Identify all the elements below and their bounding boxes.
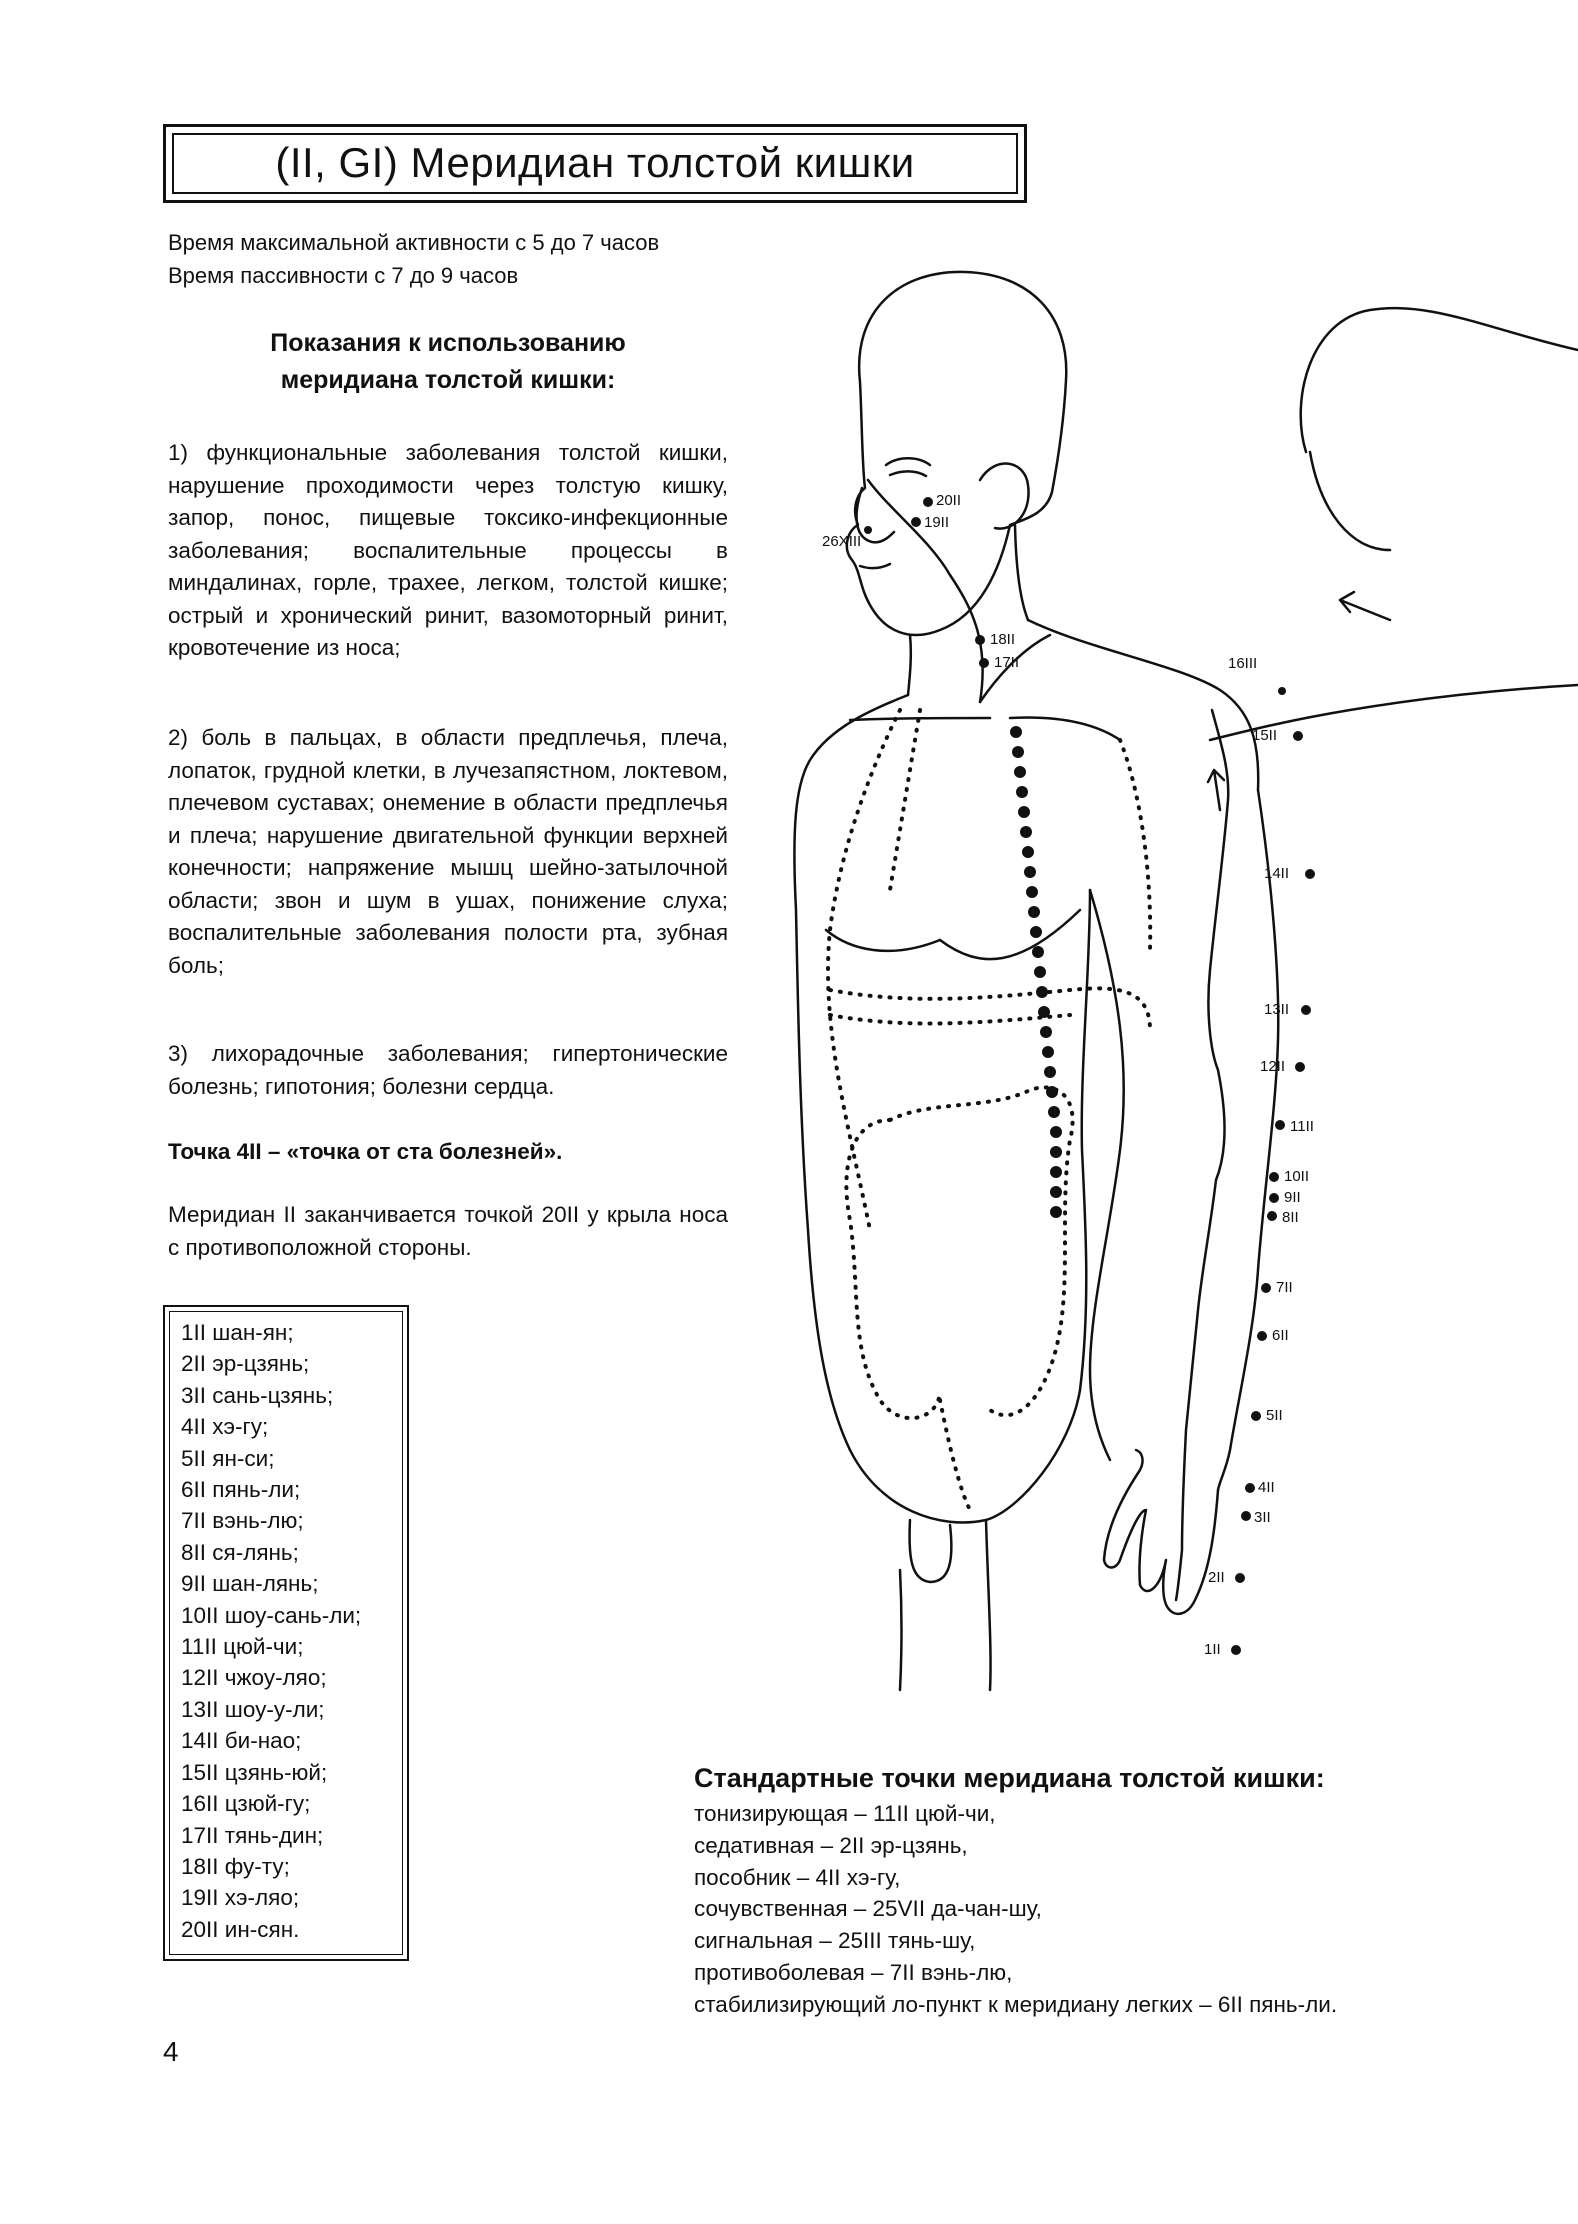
page-number: 4 bbox=[163, 2036, 179, 2067]
ear-outline bbox=[980, 464, 1029, 529]
label-3II: 3II bbox=[1254, 1509, 1271, 1526]
label-19II: 19II bbox=[924, 514, 950, 531]
list-item: 2II эр-цзянь; bbox=[181, 1351, 310, 1377]
eye-outline bbox=[886, 458, 930, 476]
neck-left bbox=[908, 635, 911, 695]
point-4-note: Точка 4II – «точка от ста болезней». bbox=[168, 1139, 563, 1164]
label-16III: 16III bbox=[1228, 655, 1258, 672]
list-item: 18II фу-ту; bbox=[181, 1853, 290, 1879]
indication-2: 2) боль в пальцах, в области предплечья, плеча, лопаток, грудной клетки, в лучезапястном, локтевом, плечевом суставах; онемение в области предплечья и плеча; нарушение двигательной функции верхней конечности; напряжение мышц шейно-затылочной области; звон и шум в ушах, понижение слуха; воспалительные заболевания полости рта, зубная боль; bbox=[168, 725, 728, 978]
list-item: 12II чжоу-ляо; bbox=[181, 1665, 327, 1691]
left-shoulder bbox=[794, 695, 908, 1450]
label-5II: 5II bbox=[1266, 1407, 1283, 1424]
nose-outline bbox=[857, 488, 894, 542]
label-26XIII: 26XIII bbox=[822, 533, 862, 550]
list-item: 5II ян-си; bbox=[181, 1445, 275, 1471]
standard-points-heading: Стандартные точки меридиана толстой кишки: bbox=[694, 1763, 1325, 1793]
points-list bbox=[181, 1317, 361, 1945]
indications-heading-line2: меридиана толстой кишки: bbox=[280, 366, 616, 394]
list-item: 1II шан-ян; bbox=[181, 1320, 294, 1345]
indications-heading bbox=[168, 325, 728, 399]
list-item: 19II хэ-ляо; bbox=[181, 1885, 300, 1911]
pectoral-left bbox=[826, 930, 940, 951]
list-item: 17II тянь-дин; bbox=[181, 1822, 324, 1848]
indication-1: 1) функциональные заболевания толстой кишки, нарушение проходимости через толстую кишку, запор, понос, пищевые токсико-инфекционные заболевания; воспалительные процессы в миндалинах, горле, трахее, легком, толстой кишке; острый и хронический ринит, вазомоторный ринит, кровотечение из носа; bbox=[168, 440, 728, 660]
indications-heading-line1: Показания к использованию bbox=[270, 329, 626, 357]
label-14II: 14II bbox=[1264, 865, 1290, 882]
back-head-outline bbox=[1301, 308, 1578, 452]
list-item: противоболевая – 7II вэнь-лю, bbox=[694, 1959, 1013, 1985]
standard-points-list bbox=[694, 1798, 1337, 2021]
label-18II: 18II bbox=[990, 631, 1016, 648]
list-item: 7II вэнь-лю; bbox=[181, 1508, 304, 1534]
list-item: 16II цзюй-гу; bbox=[181, 1791, 311, 1817]
list-item: 10II шоу-сань-ли; bbox=[181, 1602, 362, 1628]
list-item: 9II шан-лянь; bbox=[181, 1571, 319, 1597]
label-11II: 11II bbox=[1290, 1118, 1314, 1135]
dotted-contour bbox=[940, 1400, 970, 1510]
max-activity-text: Время максимальной активности с 5 до 7 часов bbox=[168, 230, 660, 255]
label-7II: 7II bbox=[1276, 1279, 1293, 1296]
pectoral-right bbox=[940, 910, 1080, 959]
title-box bbox=[163, 124, 1027, 203]
arrow-icon bbox=[1340, 592, 1390, 620]
arrow-icon bbox=[1208, 770, 1224, 810]
list-item: сигнальная – 25III тянь-шу, bbox=[694, 1928, 976, 1954]
dotted-contour bbox=[828, 710, 900, 1230]
passive-activity-text: Время пассивности с 7 до 9 часов bbox=[168, 263, 519, 288]
abdomen-lower bbox=[850, 1390, 1080, 1522]
arm-inner bbox=[1090, 890, 1124, 1460]
mouth-outline bbox=[860, 564, 890, 568]
dotted-contour bbox=[890, 1087, 1073, 1415]
dotted-contour bbox=[890, 710, 920, 890]
label-2II: 2II bbox=[1208, 1569, 1225, 1586]
label-15II: 15II bbox=[1252, 727, 1278, 744]
list-item: 15II цзянь-юй; bbox=[181, 1759, 328, 1785]
arm-outer bbox=[1218, 790, 1278, 1490]
body-illustration bbox=[790, 270, 1578, 1710]
dotted-contour bbox=[830, 1015, 1070, 1024]
list-item: 8II ся-лянь; bbox=[181, 1539, 299, 1565]
label-1II: 1II bbox=[1204, 1641, 1221, 1658]
label-17II: 17II bbox=[994, 654, 1020, 671]
list-item: 20II ин-сян. bbox=[181, 1916, 300, 1942]
list-item: пособник – 4II хэ-гу, bbox=[694, 1864, 901, 1890]
neck-right bbox=[1015, 525, 1028, 620]
genital-outline bbox=[910, 1520, 952, 1582]
dotted-contour bbox=[846, 1120, 940, 1418]
list-item: тонизирующая – 11II цюй-чи, bbox=[694, 1801, 996, 1826]
meridian-end-note: Меридиан II заканчивается точкой 20II у крыла носа с противоположной стороны. bbox=[168, 1202, 728, 1260]
activity-times bbox=[168, 226, 659, 292]
label-9II: 9II bbox=[1284, 1189, 1301, 1206]
list-item: седативная – 2II эр-цзянь, bbox=[694, 1832, 968, 1858]
label-12II: 12II bbox=[1260, 1058, 1286, 1075]
label-10II: 10II bbox=[1284, 1168, 1310, 1185]
label-20II: 20II bbox=[936, 492, 962, 509]
meridian-line-arm bbox=[1176, 710, 1228, 1600]
list-item: 3II сань-цзянь; bbox=[181, 1382, 334, 1408]
dotted-contour bbox=[830, 988, 1150, 1030]
page-title: (II, GI) Меридиан толстой кишки bbox=[275, 139, 915, 186]
meridian-figure bbox=[790, 270, 1578, 1710]
label-8II: 8II bbox=[1282, 1209, 1299, 1226]
label-4II: 4II bbox=[1258, 1479, 1275, 1496]
label-6II: 6II bbox=[1272, 1327, 1289, 1344]
list-item: 14II би-нао; bbox=[181, 1728, 302, 1754]
points-list-box bbox=[163, 1305, 409, 1961]
leg-line bbox=[986, 1520, 991, 1690]
list-item: 13II шоу-у-ли; bbox=[181, 1696, 325, 1722]
list-item: 11II цюй-чи; bbox=[181, 1634, 304, 1660]
right-shoulder bbox=[1028, 620, 1258, 790]
list-item: сочувственная – 25VII да-чан-шу, bbox=[694, 1896, 1042, 1922]
list-item: 6II пянь-ли; bbox=[181, 1477, 301, 1503]
list-item: 4II хэ-гу; bbox=[181, 1414, 269, 1440]
list-item: стабилизирующий ло-пункт к меридиану легких – 6II пянь-ли. bbox=[694, 1991, 1338, 2017]
dotted-contour bbox=[1120, 740, 1150, 950]
head-outline bbox=[847, 272, 1066, 635]
label-13II: 13II bbox=[1264, 1001, 1290, 1018]
back-neck bbox=[1310, 452, 1390, 550]
indication-3: 3) лихорадочные заболевания; гипертонические болезнь; гипотония; болезни сердца. bbox=[168, 1041, 728, 1099]
torso-right bbox=[1080, 890, 1090, 1390]
hand-outline bbox=[1104, 1450, 1218, 1614]
leg-line bbox=[900, 1570, 902, 1690]
